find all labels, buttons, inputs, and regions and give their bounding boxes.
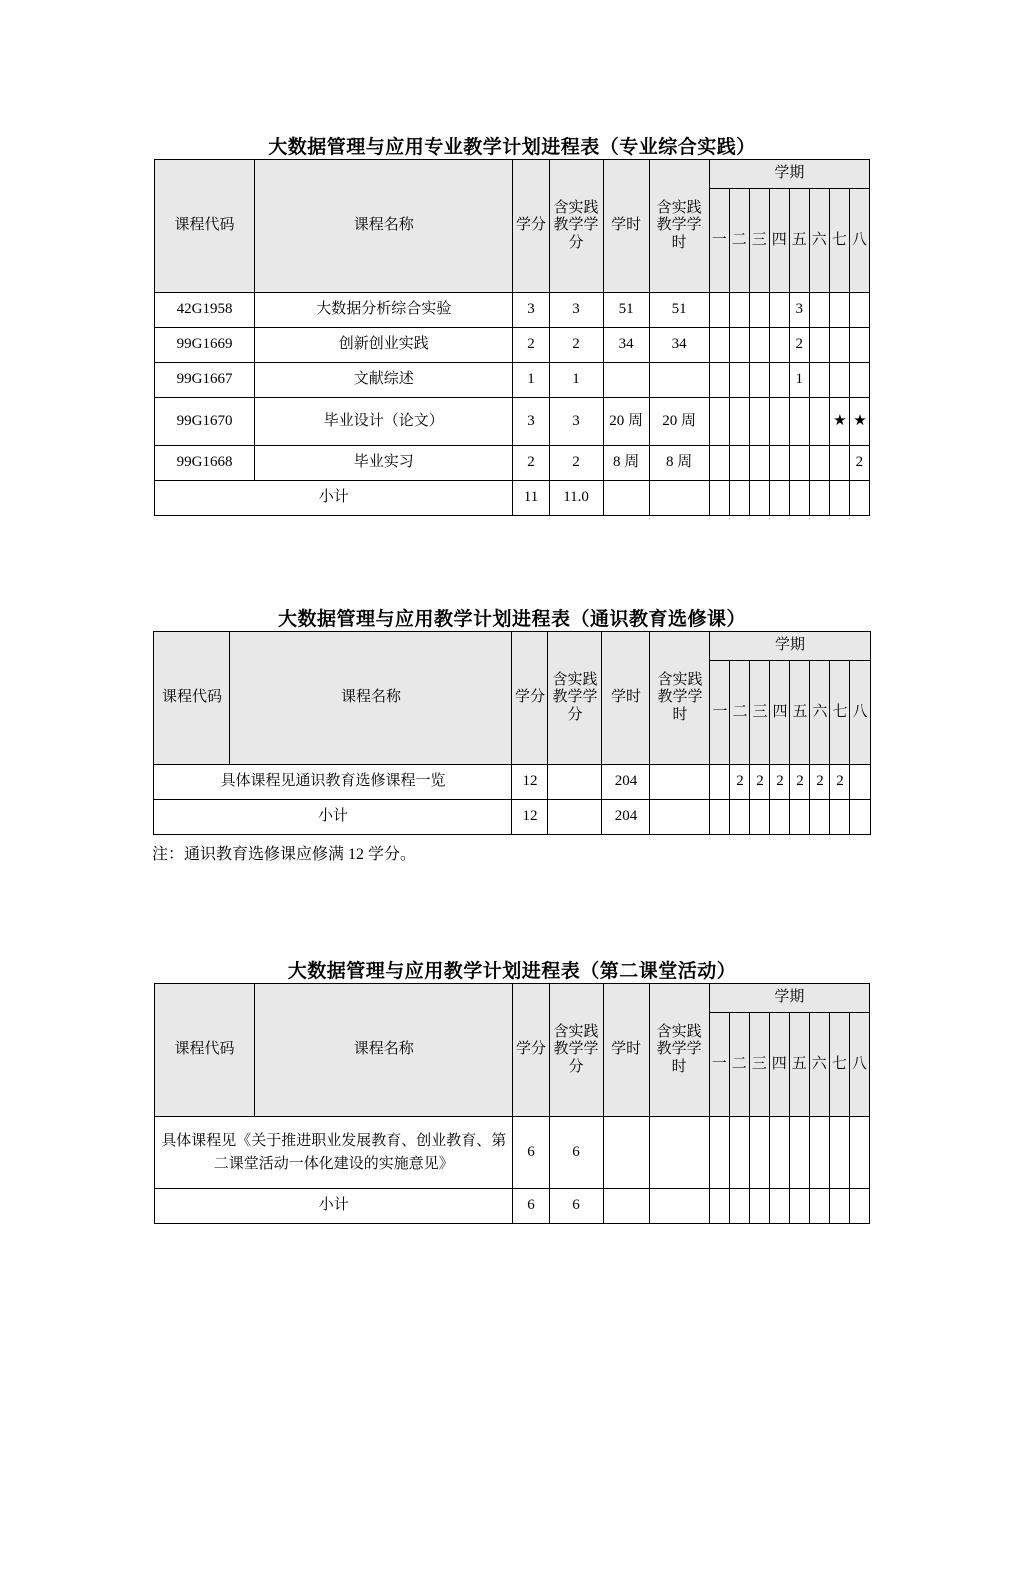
cell-sem-5: 2	[790, 765, 810, 800]
cell-practice-hours	[649, 363, 709, 398]
table-header-row	[154, 632, 870, 661]
cell-sem-2	[729, 293, 749, 328]
semester-label-1: 一	[710, 661, 730, 765]
table-row	[155, 446, 870, 481]
section-note: 注：通识教育选修课应修满 12 学分。	[152, 846, 417, 863]
cell-sem-4	[769, 1117, 789, 1189]
cell-practice-hours	[650, 765, 710, 800]
cell-sem-2: 2	[730, 765, 750, 800]
subtotal-hours	[603, 1189, 649, 1224]
cell-sem-1	[710, 765, 730, 800]
subtotal-practice-hours	[650, 800, 710, 835]
header-practice-credits: 含实践教学学分	[549, 984, 603, 1117]
semester-label-3: 三	[749, 1013, 769, 1117]
table-subtotal-row	[154, 800, 870, 835]
cell-hours: 51	[603, 293, 649, 328]
cell-practice-hours: 20 周	[649, 398, 709, 446]
header-code: 课程代码	[155, 984, 255, 1117]
subtotal-sem-8	[850, 800, 870, 835]
cell-sem-5	[789, 398, 809, 446]
cell-sem-4	[769, 398, 789, 446]
subtotal-sem-6	[809, 1189, 829, 1224]
cell-practice-credits: 3	[549, 398, 603, 446]
cell-practice-hours: 34	[649, 328, 709, 363]
cell-sem-6	[809, 328, 829, 363]
subtotal-sem-5	[790, 800, 810, 835]
cell-sem-5: 1	[789, 363, 809, 398]
cell-credits: 3	[513, 293, 549, 328]
semester-label-3: 三	[749, 189, 769, 293]
subtotal-practice-credits: 11.0	[549, 481, 603, 516]
table-subtotal-row	[155, 481, 870, 516]
semester-label-7: 七	[829, 1013, 849, 1117]
header-hours: 学时	[603, 160, 649, 293]
cell-sem-8	[850, 765, 870, 800]
cell-hours	[603, 363, 649, 398]
cell-sem-2	[729, 446, 749, 481]
subtotal-credits: 6	[513, 1189, 549, 1224]
header-practice-credits: 含实践教学学分	[549, 160, 603, 293]
cell-sem-3: 2	[750, 765, 770, 800]
subtotal-sem-5	[789, 481, 809, 516]
cell-hours: 204	[602, 765, 650, 800]
cell-code: 99G1670	[155, 398, 255, 446]
cell-credits: 6	[513, 1117, 549, 1189]
cell-practice-credits: 1	[549, 363, 603, 398]
subtotal-sem-7	[829, 481, 849, 516]
cell-code: 99G1669	[155, 328, 255, 363]
cell-name: 文献综述	[255, 363, 513, 398]
semester-label-1: 一	[709, 189, 729, 293]
cell-code: 42G1958	[155, 293, 255, 328]
cell-practice-credits: 2	[549, 446, 603, 481]
header-practice-credits: 含实践教学学分	[548, 632, 602, 765]
section-title: 大数据管理与应用教学计划进程表（第二课堂活动）	[287, 961, 737, 982]
header-credits: 学分	[512, 632, 548, 765]
cell-sem-8: ★	[849, 398, 869, 446]
subtotal-label: 小计	[155, 1189, 513, 1224]
table-subtotal-row	[155, 1189, 870, 1224]
subtotal-sem-3	[749, 1189, 769, 1224]
cell-name: 具体课程见《关于推进职业发展教育、创业教育、第二课堂活动一体化建设的实施意见》	[155, 1117, 513, 1189]
subtotal-hours: 204	[602, 800, 650, 835]
cell-credits: 2	[513, 446, 549, 481]
cell-sem-3	[749, 398, 769, 446]
cell-practice-hours: 51	[649, 293, 709, 328]
subtotal-credits: 11	[513, 481, 549, 516]
semester-label-8: 八	[850, 661, 870, 765]
subtotal-sem-4	[770, 800, 790, 835]
cell-sem-8	[849, 328, 869, 363]
cell-name: 具体课程见通识教育选修课程一览	[154, 765, 512, 800]
section-title: 大数据管理与应用教学计划进程表（通识教育选修课）	[277, 609, 746, 630]
subtotal-sem-3	[750, 800, 770, 835]
table-row	[155, 398, 870, 446]
cell-sem-8	[849, 1117, 869, 1189]
subtotal-sem-5	[789, 1189, 809, 1224]
semester-label-7: 七	[830, 661, 850, 765]
cell-sem-4	[769, 328, 789, 363]
cell-practice-hours: 8 周	[649, 446, 709, 481]
subtotal-practice-hours	[649, 1189, 709, 1224]
cell-sem-2	[729, 363, 749, 398]
cell-sem-4	[769, 293, 789, 328]
cell-hours	[603, 1117, 649, 1189]
table-row	[155, 328, 870, 363]
subtotal-sem-4	[769, 481, 789, 516]
subtotal-sem-1	[709, 1189, 729, 1224]
header-semester: 学期	[709, 984, 869, 1013]
section-title: 大数据管理与应用专业教学计划进程表（专业综合实践）	[268, 137, 756, 158]
semester-label-5: 五	[789, 189, 809, 293]
cell-sem-8	[849, 293, 869, 328]
cell-sem-6	[809, 446, 829, 481]
subtotal-practice-credits	[548, 800, 602, 835]
header-semester: 学期	[710, 632, 870, 661]
header-semester: 学期	[709, 160, 869, 189]
cell-sem-1	[709, 328, 729, 363]
header-credits: 学分	[513, 160, 549, 293]
subtotal-credits: 12	[512, 800, 548, 835]
semester-label-5: 五	[789, 1013, 809, 1117]
cell-credits: 2	[513, 328, 549, 363]
cell-sem-3	[749, 363, 769, 398]
second-classroom-table	[154, 983, 870, 1224]
cell-sem-6	[809, 293, 829, 328]
cell-sem-5	[789, 1117, 809, 1189]
cell-sem-7	[829, 446, 849, 481]
header-code: 课程代码	[155, 160, 255, 293]
cell-sem-4	[769, 363, 789, 398]
subtotal-practice-credits: 6	[549, 1189, 603, 1224]
header-credits: 学分	[513, 984, 549, 1117]
cell-sem-2	[729, 328, 749, 363]
cell-sem-3	[749, 1117, 769, 1189]
subtotal-hours	[603, 481, 649, 516]
cell-practice-hours	[649, 1117, 709, 1189]
section-second-classroom	[0, 956, 1024, 1224]
semester-label-6: 六	[809, 1013, 829, 1117]
semester-label-7: 七	[829, 189, 849, 293]
cell-practice-credits: 6	[549, 1117, 603, 1189]
cell-sem-6: 2	[810, 765, 830, 800]
cell-sem-6	[809, 398, 829, 446]
cell-sem-4: 2	[770, 765, 790, 800]
general-elective-table	[153, 631, 870, 835]
table-row	[155, 1117, 870, 1189]
cell-name: 大数据分析综合实验	[255, 293, 513, 328]
semester-label-6: 六	[809, 189, 829, 293]
subtotal-sem-7	[830, 800, 850, 835]
subtotal-sem-6	[810, 800, 830, 835]
cell-name: 毕业设计（论文）	[255, 398, 513, 446]
semester-label-1: 一	[709, 1013, 729, 1117]
cell-sem-4	[769, 446, 789, 481]
cell-sem-1	[709, 293, 729, 328]
cell-code: 99G1667	[155, 363, 255, 398]
table-header-row	[155, 984, 870, 1013]
cell-sem-5: 2	[789, 328, 809, 363]
semester-label-3: 三	[750, 661, 770, 765]
cell-hours: 20 周	[603, 398, 649, 446]
cell-sem-7	[829, 363, 849, 398]
cell-name: 毕业实习	[255, 446, 513, 481]
semester-label-2: 二	[729, 1013, 749, 1117]
cell-sem-1	[709, 363, 729, 398]
section-professional-practice	[0, 132, 1024, 516]
subtotal-sem-3	[749, 481, 769, 516]
header-name: 课程名称	[230, 632, 512, 765]
subtotal-sem-2	[729, 1189, 749, 1224]
subtotal-sem-6	[809, 481, 829, 516]
semester-label-2: 二	[730, 661, 750, 765]
cell-practice-credits: 2	[549, 328, 603, 363]
cell-practice-credits: 3	[549, 293, 603, 328]
cell-hours: 8 周	[603, 446, 649, 481]
cell-practice-credits	[548, 765, 602, 800]
cell-sem-7: 2	[830, 765, 850, 800]
cell-sem-5: 3	[789, 293, 809, 328]
header-name: 课程名称	[255, 984, 513, 1117]
semester-label-5: 五	[790, 661, 810, 765]
semester-label-4: 四	[769, 1013, 789, 1117]
cell-sem-3	[749, 293, 769, 328]
header-practice-hours: 含实践教学学时	[649, 160, 709, 293]
cell-sem-8	[849, 363, 869, 398]
semester-label-4: 四	[770, 661, 790, 765]
semester-label-8: 八	[849, 189, 869, 293]
subtotal-sem-2	[730, 800, 750, 835]
cell-sem-3	[749, 446, 769, 481]
header-hours: 学时	[602, 632, 650, 765]
subtotal-sem-2	[729, 481, 749, 516]
header-hours: 学时	[603, 984, 649, 1117]
cell-sem-1	[709, 1117, 729, 1189]
subtotal-practice-hours	[649, 481, 709, 516]
subtotal-sem-4	[769, 1189, 789, 1224]
semester-label-2: 二	[729, 189, 749, 293]
cell-sem-2	[729, 1117, 749, 1189]
header-practice-hours: 含实践教学学时	[649, 984, 709, 1117]
subtotal-sem-1	[709, 481, 729, 516]
table-row	[155, 363, 870, 398]
cell-credits: 3	[513, 398, 549, 446]
table-header-row	[155, 160, 870, 189]
cell-name: 创新创业实践	[255, 328, 513, 363]
header-name: 课程名称	[255, 160, 513, 293]
cell-sem-5	[789, 446, 809, 481]
cell-sem-7	[829, 328, 849, 363]
professional-practice-table	[154, 159, 870, 516]
cell-credits: 1	[513, 363, 549, 398]
cell-credits: 12	[512, 765, 548, 800]
cell-sem-1	[709, 398, 729, 446]
cell-sem-7	[829, 1117, 849, 1189]
document-page	[0, 132, 1024, 1580]
subtotal-sem-8	[849, 481, 869, 516]
cell-sem-6	[809, 363, 829, 398]
cell-sem-7: ★	[829, 398, 849, 446]
cell-sem-1	[709, 446, 729, 481]
table-row	[155, 293, 870, 328]
semester-label-4: 四	[769, 189, 789, 293]
subtotal-sem-7	[829, 1189, 849, 1224]
header-practice-hours: 含实践教学学时	[650, 632, 710, 765]
cell-sem-2	[729, 398, 749, 446]
cell-code: 99G1668	[155, 446, 255, 481]
section-general-elective	[0, 604, 1024, 864]
cell-sem-3	[749, 328, 769, 363]
semester-label-8: 八	[849, 1013, 869, 1117]
cell-sem-6	[809, 1117, 829, 1189]
table-row	[154, 765, 870, 800]
subtotal-label: 小计	[155, 481, 513, 516]
cell-hours: 34	[603, 328, 649, 363]
semester-label-6: 六	[810, 661, 830, 765]
subtotal-sem-1	[710, 800, 730, 835]
cell-sem-8: 2	[849, 446, 869, 481]
subtotal-sem-8	[849, 1189, 869, 1224]
subtotal-label: 小计	[154, 800, 512, 835]
header-code: 课程代码	[154, 632, 230, 765]
cell-sem-7	[829, 293, 849, 328]
